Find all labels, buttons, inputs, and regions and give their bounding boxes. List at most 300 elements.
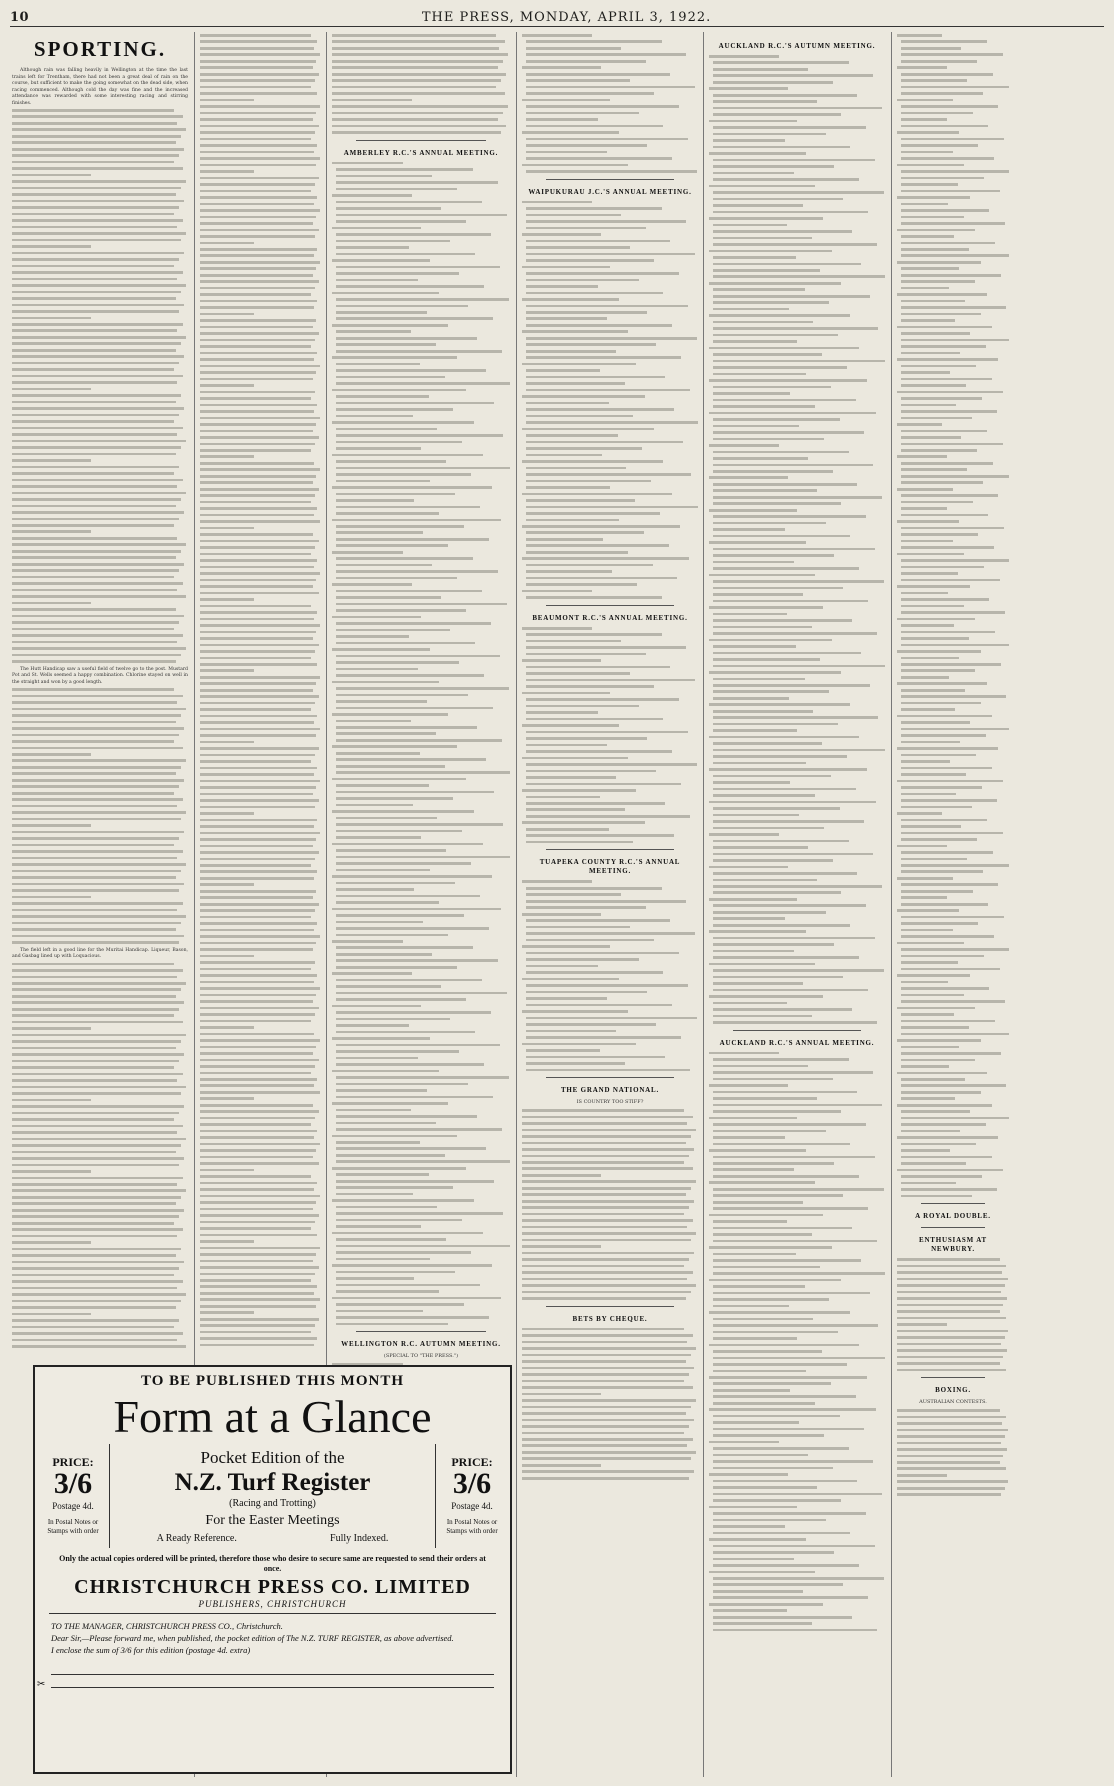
text-line (901, 566, 984, 569)
text-line (12, 226, 177, 229)
body-text-block (897, 1258, 1009, 1371)
text-line (526, 666, 670, 669)
text-line (200, 909, 315, 912)
text-line (12, 537, 177, 540)
text-line (526, 1004, 672, 1007)
text-line (12, 187, 181, 190)
text-line (522, 1291, 691, 1294)
text-line (200, 1285, 317, 1288)
text-line (713, 1525, 785, 1528)
text-line (200, 948, 313, 951)
text-line (901, 300, 965, 303)
text-line (901, 118, 947, 121)
text-line (526, 577, 677, 580)
text-line (526, 79, 630, 82)
text-line (713, 924, 850, 927)
text-line (901, 1117, 1009, 1120)
text-line (336, 246, 409, 249)
text-line (526, 783, 681, 786)
text-line (200, 1130, 317, 1133)
waipukurau-heading: WAIPUKURAU J.C.'S ANNUAL MEETING. (528, 187, 692, 196)
text-line (332, 908, 501, 911)
results-block (522, 627, 698, 844)
body-text-block (12, 963, 188, 1348)
text-line (200, 1324, 315, 1327)
text-line (522, 363, 636, 366)
text-line (522, 1187, 691, 1190)
text-line (12, 824, 91, 827)
text-line (709, 1311, 850, 1314)
text-line (901, 144, 978, 147)
text-line (901, 345, 986, 348)
text-line (713, 1298, 829, 1301)
text-line (336, 998, 466, 1001)
text-line (713, 976, 843, 979)
text-line (12, 167, 183, 170)
text-line (713, 438, 824, 441)
text-line (522, 34, 592, 37)
text-line (200, 371, 316, 374)
text-line (336, 668, 418, 671)
text-line (336, 570, 498, 573)
text-line (200, 1059, 319, 1062)
text-line (897, 1442, 1001, 1445)
text-line (713, 593, 803, 596)
paper-title: THE PRESS, MONDAY, APRIL 3, 1922. (421, 9, 712, 25)
text-line (901, 987, 989, 990)
text-line (713, 230, 852, 233)
text-line (522, 1393, 601, 1396)
text-line (713, 775, 831, 778)
text-line (713, 1143, 850, 1146)
text-line (12, 988, 181, 991)
text-line (12, 976, 177, 979)
text-line (336, 1115, 477, 1118)
text-line (12, 1189, 186, 1192)
text-line (713, 678, 805, 681)
text-line (12, 271, 183, 274)
text-line (901, 203, 948, 206)
text-line (12, 1001, 184, 1004)
text-line (522, 1477, 689, 1480)
text-line (12, 727, 184, 730)
text-line (12, 734, 179, 737)
text-line (709, 444, 779, 447)
text-line (713, 567, 859, 570)
text-line (526, 105, 679, 108)
text-line (522, 1213, 684, 1216)
text-line (709, 379, 867, 382)
text-line (336, 168, 473, 171)
text-line (713, 269, 820, 272)
coupon-address-line[interactable] (51, 1675, 494, 1688)
text-line (332, 421, 474, 424)
text-line (336, 1245, 510, 1248)
text-line (709, 87, 788, 90)
text-line (200, 261, 320, 264)
text-line (200, 1020, 311, 1023)
pocket-line-3: (Racing and Trotting) (229, 1498, 316, 1509)
text-line (200, 99, 254, 102)
text-line (200, 475, 316, 478)
text-line (526, 92, 654, 95)
divider (546, 1306, 674, 1307)
text-line (713, 81, 833, 84)
text-line (12, 505, 176, 508)
text-line (200, 131, 315, 134)
text-line (12, 427, 183, 430)
text-line (332, 648, 430, 651)
text-line (336, 726, 477, 729)
text-line (522, 1245, 601, 1248)
text-line (12, 524, 174, 527)
text-line (713, 139, 785, 142)
text-line (200, 1149, 316, 1152)
text-line (200, 319, 316, 322)
text-line (200, 890, 316, 893)
text-line (200, 455, 254, 458)
text-line (200, 222, 313, 225)
text-line (200, 177, 319, 180)
text-line (713, 1532, 850, 1535)
text-line (901, 922, 978, 925)
ad-notice: Only the actual copies ordered will be printed, therefore those who desire to secure same are requested to send their orders at once. (59, 1554, 486, 1573)
text-line (709, 1441, 779, 1444)
text-line (200, 1097, 254, 1100)
ad-price-row (35, 1444, 510, 1548)
text-line (200, 741, 254, 744)
text-line (522, 1457, 691, 1460)
text-line (336, 201, 482, 204)
text-line (897, 1297, 1007, 1300)
text-line (200, 79, 315, 82)
text-line (332, 324, 448, 327)
text-line (336, 1083, 468, 1086)
text-line (713, 1428, 864, 1431)
text-line (336, 395, 429, 398)
pocket-edition-box (109, 1444, 436, 1548)
text-line (12, 1073, 183, 1076)
text-line (897, 131, 959, 134)
text-line (12, 453, 176, 456)
text-line (200, 916, 311, 919)
text-line (200, 125, 319, 128)
text-line (901, 702, 981, 705)
text-line (12, 128, 186, 131)
text-line (12, 982, 186, 985)
text-line (526, 991, 647, 994)
text-line (526, 679, 695, 682)
text-line (336, 531, 423, 534)
text-line (526, 1023, 656, 1026)
text-line (713, 1130, 826, 1133)
text-line (12, 1014, 174, 1017)
text-line (526, 324, 672, 327)
text-line (526, 939, 654, 942)
text-line (12, 850, 183, 853)
text-line (522, 1161, 684, 1164)
text-line (709, 1571, 815, 1574)
text-line (901, 721, 970, 724)
text-line (12, 602, 91, 605)
text-line (897, 99, 953, 102)
grand-national-heading: THE GRAND NATIONAL. (560, 1086, 660, 1095)
text-line (12, 342, 181, 345)
text-line (332, 99, 412, 102)
text-line (522, 1373, 689, 1376)
text-line (709, 995, 823, 998)
text-line (526, 570, 612, 573)
text-line (901, 410, 997, 413)
text-line (336, 836, 421, 839)
text-line (336, 493, 455, 496)
text-line (713, 1434, 824, 1437)
text-line (901, 1188, 997, 1191)
text-line (200, 183, 315, 186)
text-line (709, 1117, 797, 1120)
text-line (200, 514, 314, 517)
text-line (12, 291, 181, 294)
text-line (12, 647, 186, 650)
text-line (336, 1024, 409, 1027)
text-line (336, 285, 484, 288)
text-line (901, 332, 970, 335)
text-line (200, 592, 319, 595)
text-line (526, 971, 663, 974)
text-line (522, 1464, 601, 1467)
ad-headline: Form at a Glance (113, 1391, 432, 1442)
text-line (336, 369, 486, 372)
text-line (713, 1136, 785, 1139)
text-line (901, 631, 995, 634)
text-line (526, 958, 639, 961)
page-number: 10 (10, 9, 30, 25)
text-line (901, 287, 949, 290)
ad-banner: TO BE PUBLISHED THIS MONTH (140, 1373, 404, 1389)
text-line (12, 909, 177, 912)
text-line (713, 496, 882, 499)
text-line (901, 929, 953, 932)
text-line (332, 1070, 439, 1073)
text-line (713, 457, 808, 460)
text-line (522, 1142, 686, 1145)
text-line (200, 669, 254, 672)
text-line (897, 1461, 1000, 1464)
text-line (901, 799, 997, 802)
text-line (332, 940, 403, 943)
text-line (12, 628, 174, 631)
text-line (713, 1545, 875, 1548)
text-line (897, 455, 947, 458)
text-line (336, 655, 500, 658)
text-line (713, 872, 857, 875)
text-line (336, 337, 477, 340)
text-line (713, 1220, 787, 1223)
text-line (713, 807, 840, 810)
text-line (901, 773, 966, 776)
text-line (200, 605, 311, 608)
text-line (713, 1227, 852, 1230)
text-line (12, 811, 186, 814)
text-line (713, 159, 875, 162)
text-line (200, 1292, 314, 1295)
text-line (200, 1007, 319, 1010)
coupon-name-line[interactable] (51, 1662, 494, 1675)
text-line (12, 1040, 181, 1043)
text-line (200, 883, 254, 886)
text-line (901, 443, 1003, 446)
text-line (713, 1272, 885, 1275)
text-line (200, 533, 313, 536)
text-line (526, 138, 688, 141)
text-line (522, 1252, 694, 1255)
divider (546, 1077, 674, 1078)
text-line (713, 548, 875, 551)
divider (546, 849, 674, 850)
text-line (200, 1227, 311, 1230)
text-line (522, 164, 628, 167)
text-line (200, 468, 320, 471)
text-line (897, 488, 953, 491)
text-line (200, 391, 315, 394)
text-line (897, 1480, 1008, 1483)
text-line (526, 633, 662, 636)
text-line (12, 1131, 177, 1134)
text-line (522, 913, 601, 916)
text-line (522, 1360, 686, 1363)
text-line (200, 1208, 313, 1211)
tuapeka-heading: TUAPEKA COUNTY R.C.'S ANNUAL MEETING. (539, 858, 681, 876)
text-line (526, 718, 663, 721)
text-line (12, 779, 184, 782)
text-line (709, 55, 779, 58)
text-line (522, 590, 592, 593)
text-line (713, 1590, 803, 1593)
text-line (901, 870, 983, 873)
text-line (522, 724, 619, 727)
text-line (522, 789, 636, 792)
text-line (713, 580, 884, 583)
text-line (897, 1258, 1000, 1261)
coupon-enclosure: I enclose the sum of 3/6 for this edition (postage 4d. extra) (51, 1645, 251, 1655)
text-line (897, 1455, 1003, 1458)
text-line (526, 770, 656, 773)
text-line (12, 1086, 186, 1089)
text-line (12, 1027, 91, 1030)
text-line (336, 596, 441, 599)
text-line (522, 428, 654, 431)
text-line (332, 118, 498, 121)
text-line (200, 229, 319, 232)
fully-indexed: Fully Indexed. (330, 1533, 389, 1544)
text-line (709, 1408, 876, 1411)
text-line (901, 741, 960, 744)
text-line (12, 1177, 183, 1180)
text-line (332, 745, 457, 748)
text-line (12, 915, 186, 918)
text-line (713, 1091, 857, 1094)
text-line (12, 1222, 174, 1225)
text-line (12, 1105, 184, 1108)
text-line (522, 1347, 696, 1350)
text-line (200, 1234, 317, 1237)
text-line (12, 708, 186, 711)
text-line (12, 870, 181, 873)
text-line (713, 68, 808, 71)
text-line (12, 1092, 181, 1095)
text-line (713, 1512, 866, 1515)
text-line (713, 1350, 822, 1353)
text-line (12, 381, 177, 384)
waipukurau-column (522, 34, 698, 1774)
text-line (336, 959, 498, 962)
text-line (709, 314, 850, 317)
text-line (200, 579, 316, 582)
text-line (713, 1071, 873, 1074)
text-line (709, 736, 859, 739)
text-line (200, 1162, 319, 1165)
text-line (526, 750, 672, 753)
text-line (12, 543, 186, 546)
text-line (12, 1313, 91, 1316)
text-line (12, 401, 176, 404)
text-line (526, 240, 670, 243)
text-line (901, 592, 948, 595)
text-line (709, 1506, 797, 1509)
text-line (897, 326, 992, 329)
text-line (336, 175, 432, 178)
text-line (526, 112, 639, 115)
text-line (526, 640, 621, 643)
text-line (200, 1253, 316, 1256)
text-line (522, 395, 645, 398)
text-line (709, 1149, 806, 1152)
text-line (332, 972, 412, 975)
text-line (713, 1259, 861, 1262)
text-line (713, 1616, 852, 1619)
text-line (200, 248, 317, 251)
text-line (526, 705, 639, 708)
text-line (12, 740, 174, 743)
text-line (200, 540, 319, 543)
text-line (901, 663, 1001, 666)
text-line (336, 240, 450, 243)
text-line (336, 1219, 462, 1222)
text-line (901, 417, 972, 420)
text-line (901, 1162, 966, 1165)
text-line (901, 92, 983, 95)
text-line (901, 1065, 949, 1068)
text-line (336, 830, 462, 833)
text-line (713, 1622, 812, 1625)
text-line (200, 293, 311, 296)
text-line (200, 631, 316, 634)
text-line (12, 485, 177, 488)
text-line (901, 183, 958, 186)
text-line (522, 945, 610, 948)
text-line (901, 1013, 954, 1016)
text-line (200, 384, 254, 387)
text-line (713, 840, 849, 843)
text-line (713, 340, 797, 343)
text-line (522, 1148, 694, 1151)
text-line (12, 595, 186, 598)
text-line (713, 820, 864, 823)
text-line (526, 279, 639, 282)
text-line (12, 1345, 186, 1348)
text-line (897, 1467, 1006, 1470)
text-line (12, 1300, 181, 1303)
